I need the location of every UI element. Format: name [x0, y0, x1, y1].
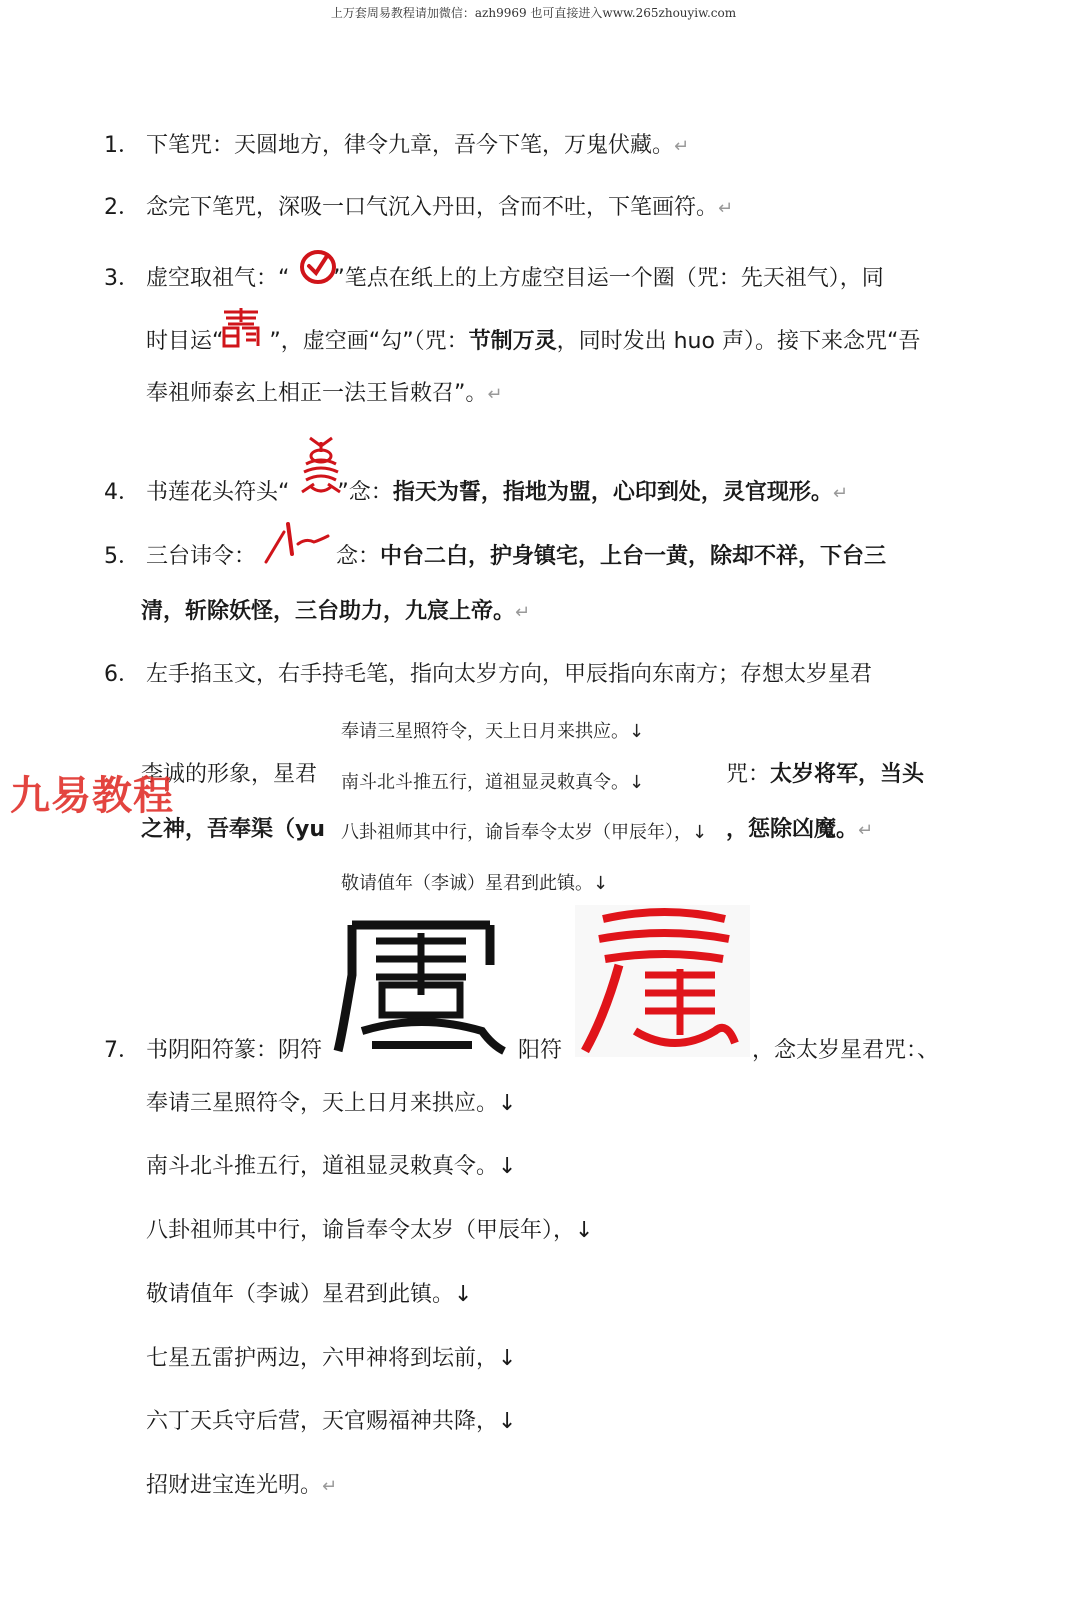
item-text: 咒： [726, 762, 771, 787]
item-number: 3． [104, 266, 140, 291]
item-1 [104, 131, 689, 162]
item-text: ”笔点在纸上的上方虚空目运一个圈（咒：先天祖气），同 [333, 266, 884, 291]
page-header: 上万套周易教程请加微信：azh9969 也可直接进入www.265zhouyiw.com [330, 6, 737, 20]
item-text: ”念： [337, 480, 393, 505]
yang-talisman-seal-icon [575, 905, 750, 1057]
item-number: 7． [104, 1038, 140, 1063]
item-7-yang-label [518, 1036, 562, 1066]
item-text: ，同时发出 huo 声）。接下来念咒“吾 [556, 329, 921, 354]
item-6-line-3-end [726, 815, 873, 846]
item-text: 三台讳令： [146, 544, 257, 569]
item-bold-text: 之神，吾奉渠（yu [141, 817, 326, 842]
item-3-line-3 [146, 379, 503, 410]
item-6-line-2-end [726, 760, 924, 790]
item-5-line-2 [141, 597, 530, 628]
item-bold-text: 太岁将军，当头 [770, 762, 925, 787]
item-6-line-1 [104, 660, 872, 690]
item-text: ，念太岁星君咒：、 [752, 1038, 940, 1063]
item-text: 念完下笔咒，深吸一口气沉入丹田，含而不吐，下笔画符。 [146, 195, 719, 220]
item-text: 李诚的形象，星君 [141, 762, 318, 787]
mantra-line-6: 六丁天兵守后营，天官赐福神共降，↓ [146, 1409, 517, 1434]
overlay-line-3: 八卦祖师其中行，谕旨奉令太岁（甲辰年），↓ [341, 822, 708, 843]
item-bold-text: 清，斩除妖怪，三台助力，九宸上帝。 [141, 599, 516, 624]
item-number: 4． [104, 480, 140, 505]
item-text: 念： [336, 544, 381, 569]
item-text: ”，虚空画“勾”（咒： [269, 329, 469, 354]
return-mark: ↵ [515, 602, 531, 623]
overlay-line-1: 奉请三星照符令，天上日月来拱应。↓ [341, 721, 645, 742]
return-mark: ↵ [858, 820, 874, 841]
item-number: 2． [104, 195, 140, 220]
item-text: 左手掐玉文，右手持毛笔，指向太岁方向，甲辰指向东南方；存想太岁星君 [146, 662, 873, 687]
item-bold-text: 中台二白，护身镇宅，上台一黄，除却不祥，下台三 [380, 544, 887, 569]
item-bold-text: 指天为誓，指地为盟，心印到处，灵官现形。 [392, 480, 833, 505]
thunder-talisman-glyph-icon [218, 306, 264, 352]
item-7-end [752, 1036, 939, 1066]
return-mark: ↵ [674, 136, 690, 157]
overlay-line-4: 敬请值年（李诚）星君到此镇。↓ [341, 873, 609, 894]
lotus-head-talisman-icon [296, 432, 346, 500]
return-mark: ↵ [718, 198, 734, 219]
mantra-line-5: 七星五雷护两边，六甲神将到坛前，↓ [146, 1346, 517, 1371]
item-7 [104, 1036, 322, 1066]
mantra-line-2: 南斗北斗推五行，道祖显灵敕真令。↓ [146, 1154, 517, 1179]
yin-talisman-seal-icon [332, 905, 510, 1055]
mantra-line-4: 敬请值年（李诚）星君到此镇。↓ [146, 1282, 473, 1307]
return-mark: ↵ [832, 483, 848, 504]
item-number: 5． [104, 544, 140, 569]
item-text: 书莲花头符头“ [146, 480, 290, 505]
item-text: 阳符 [518, 1038, 563, 1063]
watermark: 九易教程 [10, 773, 174, 819]
item-text: 招财进宝连光明。 [146, 1473, 323, 1498]
mantra-line-7 [146, 1471, 337, 1502]
item-3-line-1 [104, 264, 884, 294]
item-5-line-1 [104, 542, 886, 572]
item-text: 奉祖师泰玄上相正一法王旨敕召”。 [146, 381, 488, 406]
overlay-line-2: 南斗北斗推五行，道祖显灵敕真令。↓ [341, 772, 645, 793]
item-text: 时目运“ [146, 329, 224, 354]
item-2 [104, 193, 733, 224]
item-4 [104, 478, 848, 509]
return-mark: ↵ [322, 1476, 338, 1497]
mantra-line-3: 八卦祖师其中行，谕旨奉令太岁（甲辰年），↓ [146, 1218, 594, 1243]
item-bold-text: 节制万灵 [468, 329, 557, 354]
return-mark: ↵ [487, 384, 503, 405]
mantra-line-1: 奉请三星照符令，天上日月来拱应。↓ [146, 1091, 517, 1116]
item-number: 6． [104, 662, 140, 687]
item-number: 1． [104, 133, 140, 158]
item-text: 下笔咒：天圆地方，律令九章，吾今下笔，万鬼伏藏。 [146, 133, 675, 158]
item-text: 虚空取祖气：“ [146, 266, 290, 291]
item-text: 书阴阳符篆：阴符 [146, 1038, 323, 1063]
item-bold-text: ，惩除凶魔。 [726, 817, 859, 842]
three-terrace-talisman-icon [262, 520, 332, 566]
circle-check-talisman-icon [296, 246, 340, 286]
